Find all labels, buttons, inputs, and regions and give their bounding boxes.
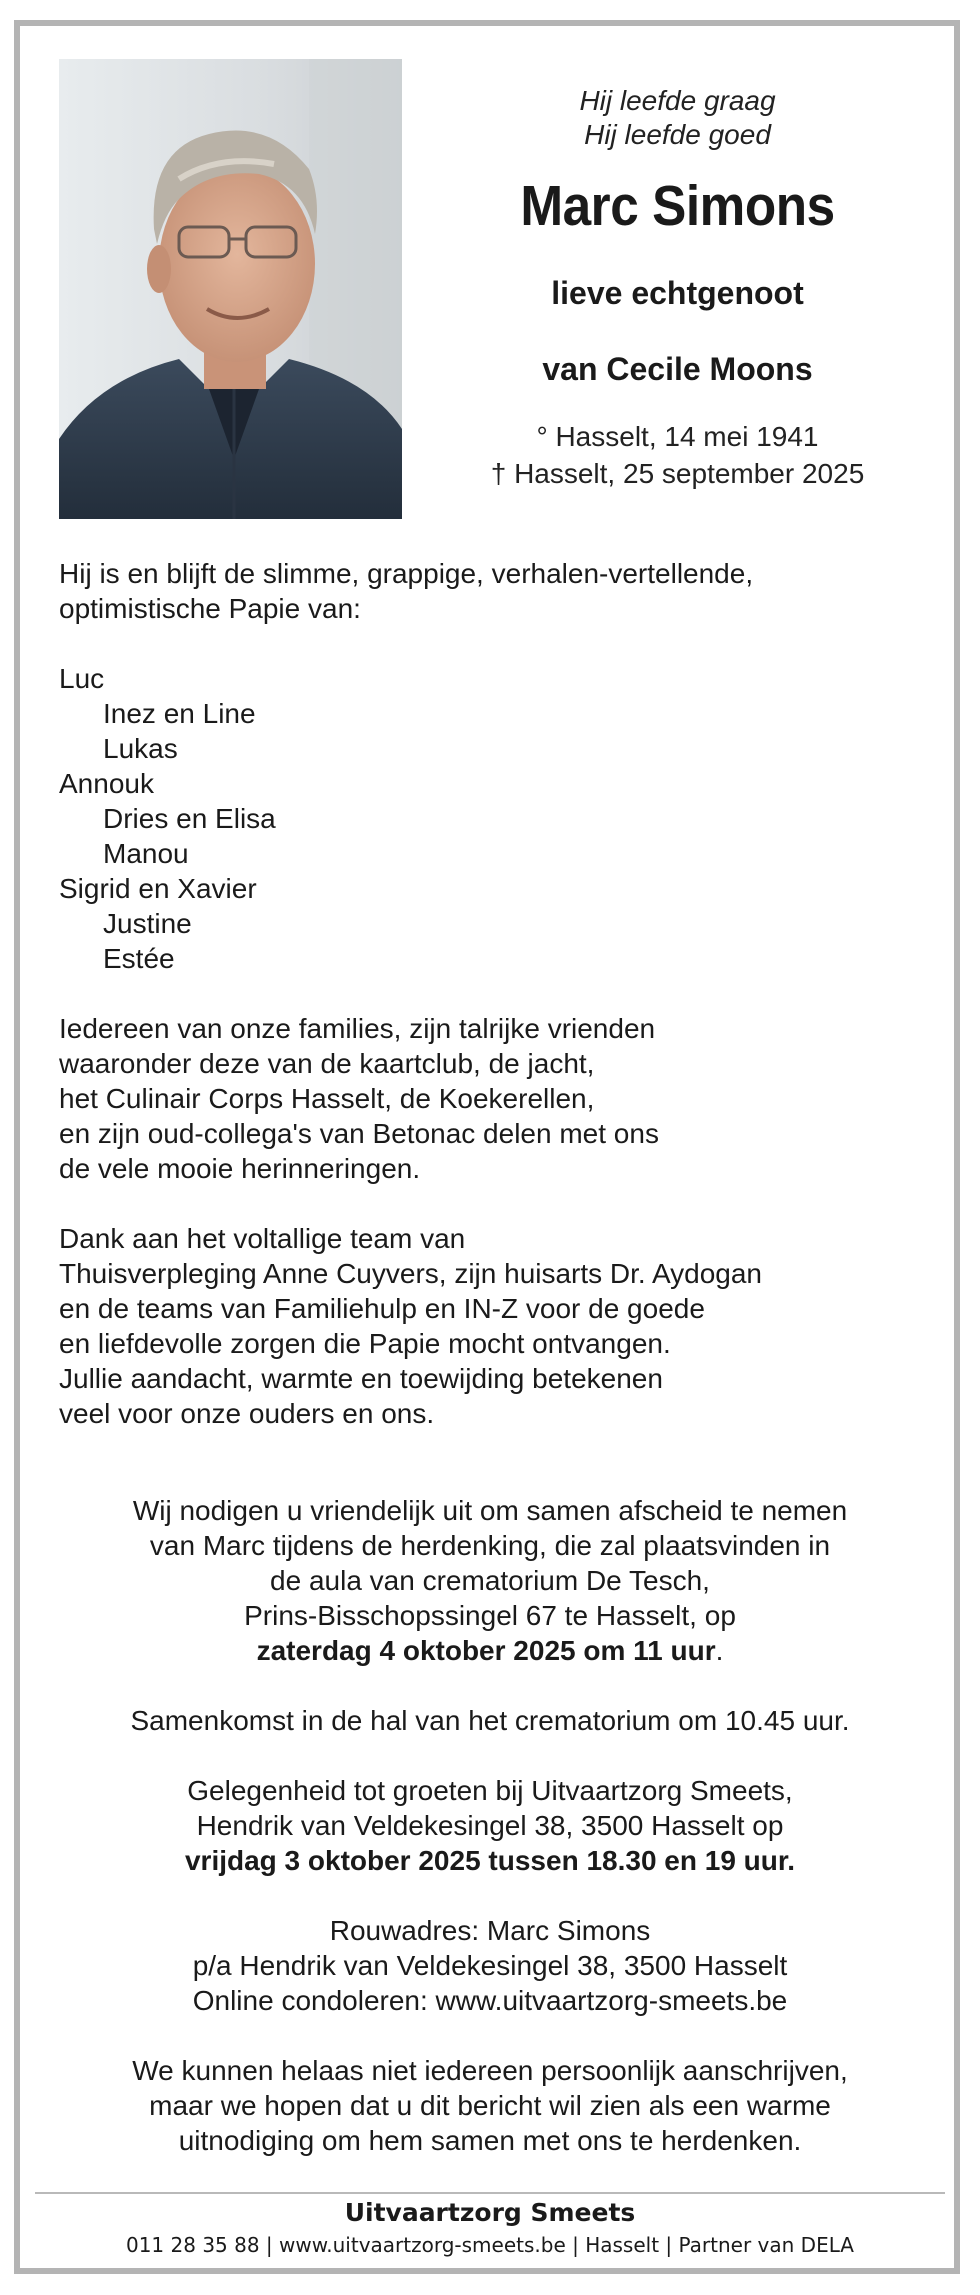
spouse-line-2: van Cecile Moons — [542, 351, 813, 387]
funeral-home-name: Uitvaartzorg Smeets — [344, 2198, 636, 2227]
thanks-line: Thuisverpleging Anne Cuyvers, zijn huisarts Dr. Aydogan — [59, 1258, 762, 1289]
gathering-text: Samenkomst in de hal van het crematorium om 10.45 uur. — [130, 1705, 850, 1736]
motto-line-1: Hij leefde graag — [579, 85, 776, 116]
grandchild: Dries en Elisa — [103, 803, 276, 834]
memories-line: het Culinair Corps Hasselt, de Koekerellen, — [59, 1083, 595, 1114]
online-condolence: Online condoleren: www.uitvaartzorg-smeets.be — [192, 1985, 788, 2016]
family-member: Sigrid en Xavier — [59, 873, 257, 904]
mourning-address: p/a Hendrik van Veldekesingel 38, 3500 Hasselt — [192, 1950, 788, 1981]
footer-divider — [35, 2192, 945, 2194]
header-block — [430, 84, 925, 492]
ceremony-date-suffix: . — [715, 1635, 724, 1666]
ceremony-text — [40, 1493, 940, 2158]
memories-line: Iedereen van onze families, zijn talrijke vrienden — [59, 1013, 656, 1044]
funeral-home-contact: 011 28 35 88 | www.uitvaartzorg-smeets.be | Hasselt | Partner van DELA — [125, 2233, 854, 2257]
motto-line-2: Hij leefde goed — [584, 119, 771, 150]
ceremony-date: zaterdag 4 oktober 2025 om 11 uur — [256, 1635, 716, 1666]
memories-line: en zijn oud-collega's van Betonac delen met ons — [59, 1118, 659, 1149]
footer — [35, 2196, 945, 2260]
closing-line: maar we hopen dat u dit bericht wil zien als een warme — [149, 2090, 831, 2121]
portrait-image — [59, 59, 402, 519]
grandchild: Manou — [103, 838, 189, 869]
family-list — [59, 661, 939, 976]
memories-line: waaronder deze van de kaartclub, de jacht, — [59, 1048, 595, 1079]
grandchild: Justine — [103, 908, 192, 939]
intro-line-1: Hij is en blijft de slimme, grappige, verhalen-vertellende, — [59, 558, 754, 589]
thanks-line: veel voor onze ouders en ons. — [59, 1398, 435, 1429]
birth-date: ° Hasselt, 14 mei 1941 — [536, 421, 819, 452]
visitation-line: Hendrik van Veldekesingel 38, 3500 Hasselt op — [196, 1810, 784, 1841]
grandchild: Estée — [103, 943, 175, 974]
closing-line: uitnodiging om hem samen met ons te herdenken. — [178, 2125, 802, 2156]
thanks-line: Jullie aandacht, warmte en toewijding betekenen — [59, 1363, 663, 1394]
ceremony-date-line — [40, 1633, 940, 1668]
ceremony-line: Wij nodigen u vriendelijk uit om samen afscheid te nemen — [132, 1495, 848, 1526]
ceremony-line: van Marc tijdens de herdenking, die zal plaatsvinden in — [149, 1530, 831, 1561]
grandchild: Inez en Line — [103, 698, 256, 729]
thanks-line: en de teams van Familiehulp en IN-Z voor de goede — [59, 1293, 705, 1324]
thanks-line: Dank aan het voltallige team van — [59, 1223, 466, 1254]
family-member: Luc — [59, 663, 105, 694]
visitation-line: Gelegenheid tot groeten bij Uitvaartzorg Smeets, — [187, 1775, 793, 1806]
main-text — [59, 556, 939, 1431]
family-member: Annouk — [59, 768, 154, 799]
ceremony-line: Prins-Bisschopssingel 67 te Hasselt, op — [244, 1600, 736, 1631]
closing-line: We kunnen helaas niet iedereen persoonlijk aanschrijven, — [132, 2055, 848, 2086]
death-date: † Hasselt, 25 september 2025 — [490, 458, 865, 489]
grandchild: Lukas — [103, 733, 178, 764]
thanks-line: en liefdevolle zorgen die Papie mocht ontvangen. — [59, 1328, 671, 1359]
intro-line-2: optimistische Papie van: — [59, 593, 361, 624]
ceremony-line: de aula van crematorium De Tesch, — [270, 1565, 710, 1596]
portrait-photo — [59, 59, 402, 519]
mourning-address: Rouwadres: Marc Simons — [329, 1915, 651, 1946]
spouse-line-1: lieve echtgenoot — [551, 275, 804, 311]
visitation-date: vrijdag 3 oktober 2025 tussen 18.30 en 19 uur. — [184, 1845, 796, 1876]
memories-line: de vele mooie herinneringen. — [59, 1153, 421, 1184]
deceased-name: Marc Simons — [520, 174, 835, 238]
